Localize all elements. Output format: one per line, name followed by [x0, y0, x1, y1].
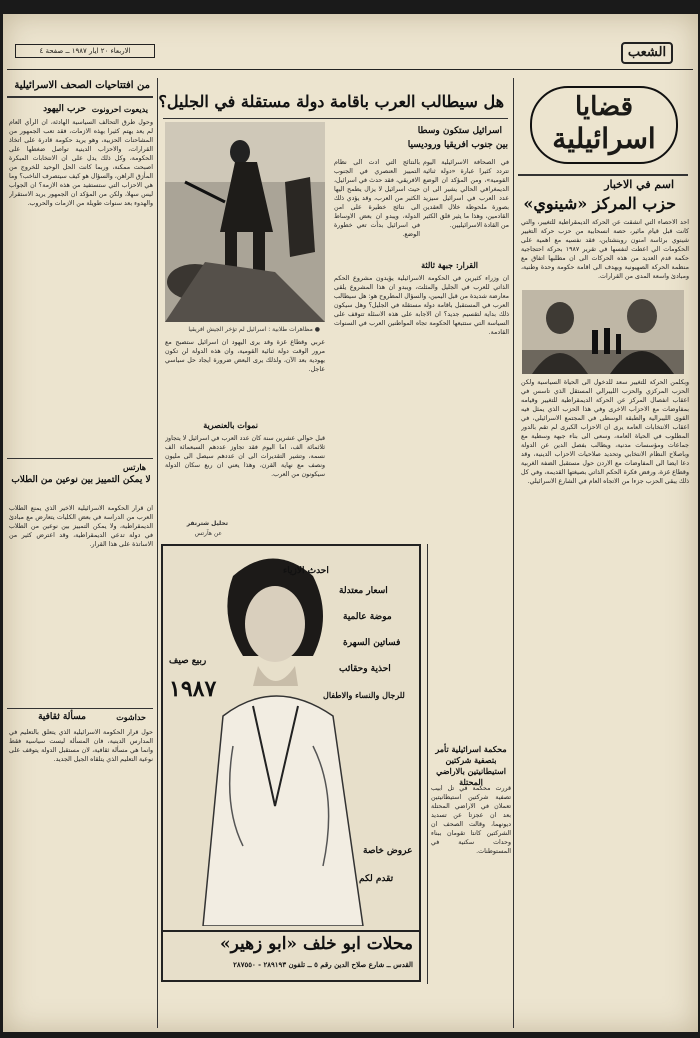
photo-caption: ● مظاهرات طلابية : اسرائيل لم تؤخر الجيش افريقيا — [188, 326, 320, 333]
ad-label: اسعار معتدلة — [339, 586, 388, 596]
section-title-line2: اسرائيلية — [552, 122, 656, 155]
ad-label: احذية وحقائب — [339, 664, 391, 674]
newspaper-page — [3, 14, 698, 1032]
right-body-bottom: وبكلمن الحركة للتغيير سعد للدخول الى الحياة السياسية ولكن الحزب المركزي والحزب الليبرالي المستقل الذي تاسس في اعقاب انفصال المركز عن الحركة الديمقراطية للتغيير وقيامه بمفاوضات مع الاحزاب الاخرى وفي هذا الحزب الذي يمثل فيه القوى الليبرالية والطبقة الوسطى في المجتمع الاسرائيلي، في اعقاب الانتخابات العامة يرى ان الاحزاب الكبرى لم تقم بالدور المطلوب في الحياة العامة، وسعى الى بناء جبهة وسطية مع جماعات ومؤسسات مدنية، ويطالب بفصل الدين عن الدولة وباصلاح النظام الانتخابي وتحديد صلاحيات الاحزاب الدينية، وقد دعا ايضا الى المفاوضات مع الاردن حول مستقبل الضفة الغربية وقطاع غزة، ورفض فكرة الحكم الذاتي بصيغتها القديمة، وفي كل ذلك يبقى الحزب جزءا من الاتجاه العام في الشارع الاسرائيلي. — [521, 379, 689, 485]
center-headline: هل سيطالب العرب باقامة دولة مستقلة في الجليل؟ — [158, 92, 504, 111]
news-label: اسم في الاخبار — [604, 178, 674, 191]
article-source: عن هآرتس — [194, 530, 222, 537]
ad-address: القدس ــ شارع صلاح الدين رقم ٥ ــ تلفون ٢٨٩١٩٣ - ٢٨٧٥٥٠ — [233, 960, 413, 969]
photo-image — [165, 122, 325, 322]
column-rule — [427, 544, 428, 984]
ad-label: ربيع صيف — [169, 656, 207, 666]
article-signature: تحليل شترنفر — [186, 520, 228, 527]
byline-line2: بين جنوب افريقيا وروديسيا — [407, 140, 508, 150]
ad-label: عروض خاصة — [363, 846, 413, 856]
section-title-box — [530, 86, 678, 164]
center-col3-body: قبل حوالي عشرين سنة كان عدد العرب في اسرائيل لا يتجاوز ثلاثمائة الف، اما اليوم فقد تجاوز عددهم السبعمائة الف نسمة، وتشير التقديرات الى ان عددهم سيصل الى مليون ونصف مع نهاية القرن، وهذا يعني ان ربع سكان الدولة سيكونون من العرب. — [165, 435, 325, 478]
photo-image — [522, 290, 684, 374]
ad-label: موضة عالمية — [343, 612, 392, 622]
ad-label: احدث الازياء — [283, 566, 329, 576]
source-name: حداشوت — [116, 712, 146, 722]
column-rule — [513, 78, 514, 1028]
ad-year: ١٩٨٧ — [169, 676, 217, 702]
center-col3-subhead: نموات بالعنصرية — [203, 420, 258, 430]
divider — [7, 708, 153, 709]
divider — [7, 96, 153, 98]
editorials-banner: من افتتاحيات الصحف الاسرائيلية — [14, 80, 150, 91]
divider — [7, 458, 153, 459]
ad-model-photo — [163, 546, 419, 926]
ad-label: فساتين السهرة — [343, 638, 401, 648]
editorial-body: حول قرار الحكومة الاسرائيلية الذي يتعلق بالتعليم في المدارس الدينية، فان المسألة ليست سياسية فقط وانما هي مسألة ثقافية، لان مستقبل الدولة يتوقف على نوعية التعليم الذي يتلقاه الجيل الجديد. — [9, 729, 153, 763]
ad-label: للرجال والنساء والاطفال — [323, 690, 405, 700]
byline-line1: اسرائيل ستكون وسطا — [417, 126, 502, 136]
right-body-top: احد الاحصاء التي انشقت عن الحركة الديمقراطية للتغيير، والتي كانت قبل قيام مائير، حصة انسحابية من حزب حركة التغيير شينوي برئاسة امنون روبنشتاين، فقد نفسيه مع اهمية على الحكومات الي اعطت لنفسها في تقرير ١٩٨٧ بحركة احتجاجية حكمة قدم العديد من هذه الحركات الى ان مطلبها اتفاق مع منظمة الحركة الصهيونية ويهدف الى اقامة حكومة وحدة وطنية، ومبادئ واسعة المدى من القرارات. — [521, 219, 689, 280]
center-col-a: بالنتائج التي ادت الى نظام التمييز العنصري في الجنوب الافريقي، فقد حدث في اسرائيل، حيث اسرائيل لا يزال يطمح اليها الكثير من العرب، وقد يؤدي ذلك الى نتائج خطيرة على امن الدولة، ويبدو ان بعض الاوساط في اسرائيل بدأت تعي خطورة الوضع. — [334, 159, 420, 238]
photo-demonstration — [165, 122, 325, 322]
center-body-main: ان وزراء كثيرين في الحكومة الاسرائيلية يؤيدون مشروع الحكم الذاتي للعرب في الجليل والمثلث، ويبدو ان هذا المشروع يلقى معارضة شديدة من قبل اليمين، والسؤال المطروح هو: هل سيطالب العرب في المستقبل باقامة دولة مستقلة في الجليل؟ وهل سيكون ذلك بداية لتقسيم جديد؟ ان الاجابة على هذه الاسئلة تتوقف على السياسة التي ستتبعها الحكومة تجاه المواطنين العرب في السنوات القادمة. — [334, 275, 509, 336]
newspaper-logo: الشعب — [621, 42, 673, 64]
editorial-title: حرب اليهود — [43, 104, 86, 114]
ad-divider — [163, 930, 419, 932]
page-header — [7, 40, 693, 70]
editorial-body: ان قرار الحكومة الاسرائيلية الاخير الذي يمنع الطلاب العرب من الدراسة في بعض الكليات يتعارض مع مبادئ الديمقراطية، ولا يمكن التمييز بين نوعين من الطلاب في دولة تدعي الديمقراطية، وقد اعترض كثير من الاساتذة على هذا القرار. — [9, 505, 153, 548]
divider — [518, 174, 688, 176]
divider — [163, 118, 508, 119]
ad-label: تقدم لكم — [359, 874, 394, 884]
column-rule — [157, 78, 158, 1028]
photo-press-conference — [522, 290, 684, 374]
court-body: قررت محكمة في تل ابيب تصفية شركتين استيطانيتين تعملان في الاراضي المحتلة بعد ان عجزتا عن تسديد ديونهما، وقالت الصحف ان الشركتين كانتا تقومان ببناء وحدات سكنية في المستوطنات. — [431, 785, 511, 855]
court-headline: محكمة اسرائيلية تأمر بتصفية شركتين استيطانيتين بالاراضي المحتلة — [435, 744, 507, 787]
dateline: الاربعاء ٢٠ ايار ١٩٨٧ ــ صفحة ٤ — [15, 44, 155, 58]
source-name: هارتس — [123, 462, 146, 472]
section-title-line1: قضايا — [574, 92, 634, 122]
advertisement — [161, 544, 421, 982]
center-col-a2: في الصحافة الاسرائيلية اليوم تتردد كثيرا عبارة «دولة ثنائية القومية»، ومن المؤكد ان الوضع الديمغرافي الحالي يشير الى ان عدد العرب في اسرائيل سيزيد بصورة ملحوظة خلال العقدين القادمين، وهذا ما يثير قلق الكثير من القادة الاسرائيليين. — [423, 159, 509, 229]
ad-title: محلات ابو خلف «ابو زهير» — [219, 934, 413, 954]
right-headline: حزب المركز «شينوي» — [523, 194, 676, 213]
editorial-title: لا يمكن التمييز بين نوعين من الطلاب — [11, 475, 151, 485]
center-col3-a: عربي وقطاع غزة وقد يرى اليهود ان اسرائيل ستصبح مع مرور الوقت دولة ثنائية القومية، وان هذه الدولة لن تكون يهودية بعد الآن، ولذلك يرى البعض ضرورة ايجاد حل سياسي عاجل. — [165, 339, 325, 373]
center-subhead: القرار: جبهة ثالثة — [421, 260, 478, 270]
editorial-title: مسألة ثقافية — [38, 712, 86, 722]
source-name: يديعوت احرونوت — [91, 104, 148, 114]
editorial-body: وحول طرق التحالف السياسية الهادئة، ان الرأي العام لم يعد يهتم كثيرا بهذه الازمات، فقد تعب الجمهور من المشاحنات الحزبية، وهو يريد حكومة قادرة على اتخاذ القرارات، والاحزاب الدينية تواصل ضغطها على الحكومة، وكل ذلك يدل على ان الانتخابات المبكرة اصبحت ممكنة، وربما كانت الحل الوحيد للخروج من المأزق الراهن، والسؤال هو كيف سيتصرف الناخب؟ وما هي الاحزاب التي ستستفيد من هذه الازمة؟ ان الجواب ليس سهلا، ولكن من المؤكد ان الجمهور يريد الاستقرار والهدوء بعد سنوات طويلة من الازمات والحروب. — [9, 119, 153, 207]
